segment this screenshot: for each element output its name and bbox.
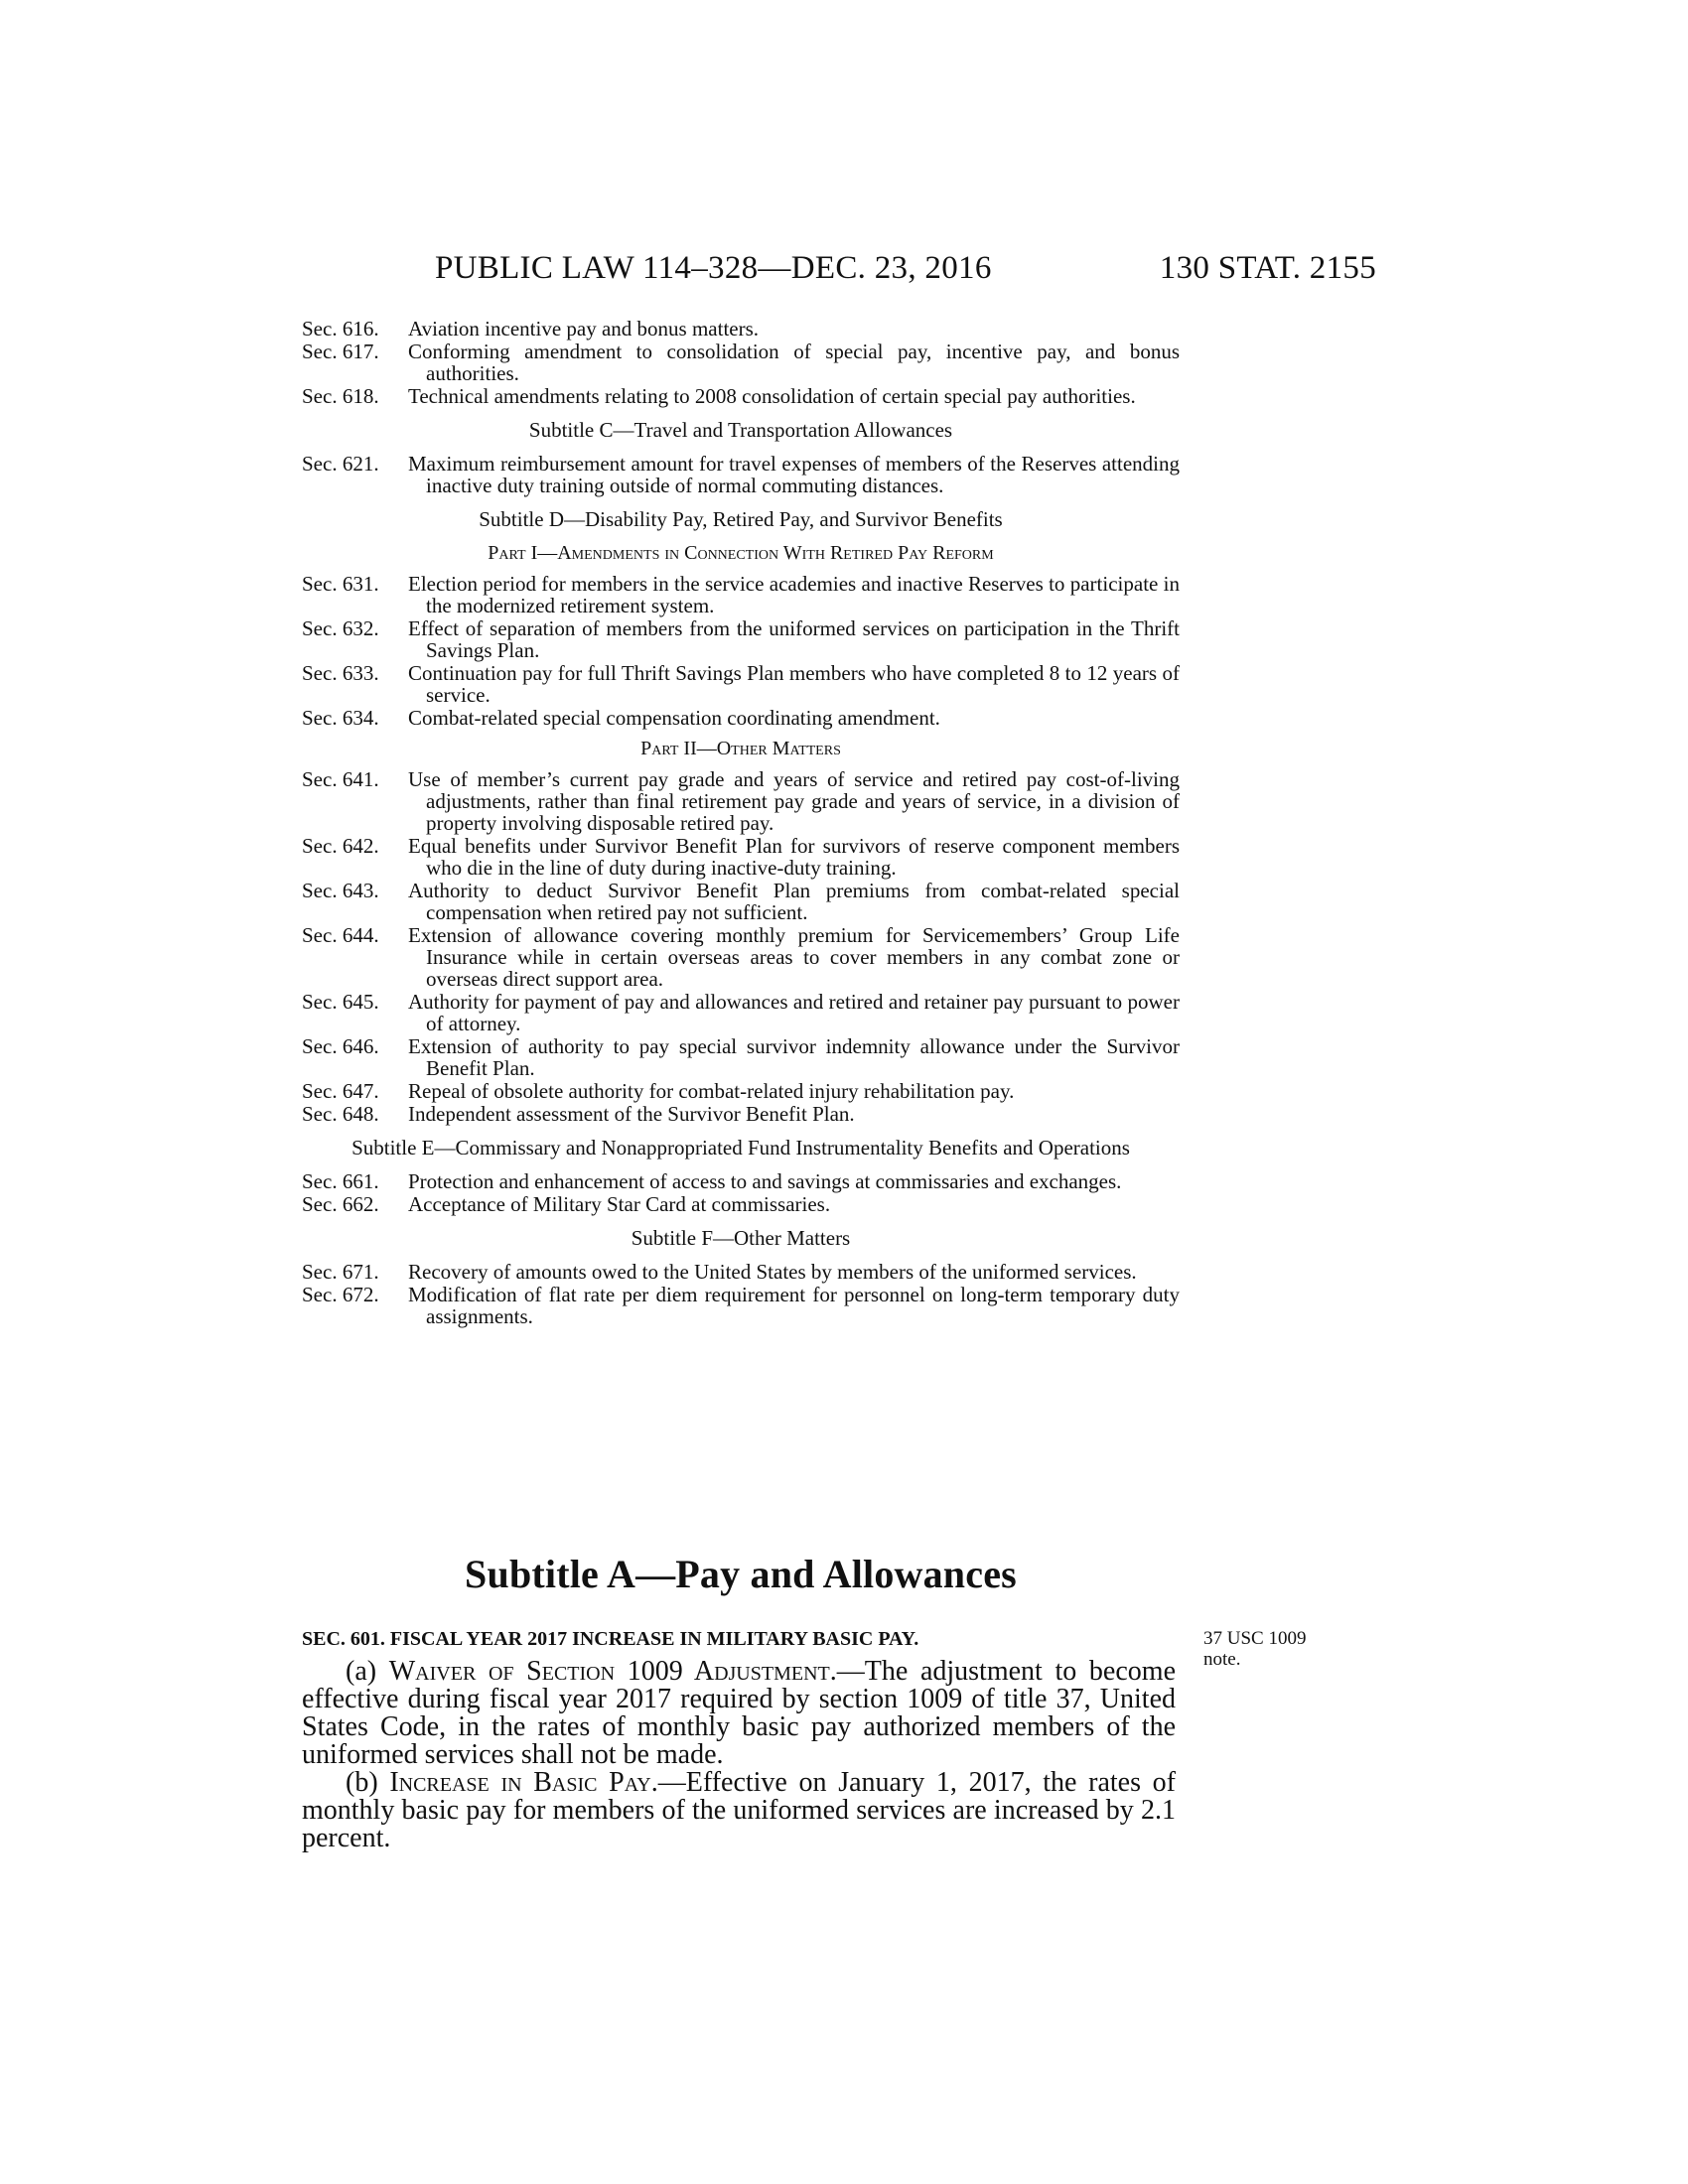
- toc-group-part-1: [302, 573, 1180, 729]
- toc-entry: [302, 1261, 1180, 1283]
- toc-entry-number: Sec. 671.: [302, 1260, 379, 1284]
- toc-entry-title: Protection and enhancement of access to and savings at commissaries and exchanges.: [408, 1169, 1122, 1193]
- toc-entry-number: Sec. 634.: [302, 706, 379, 730]
- toc-entry-title: Combat-related special compensation coordinating amendment.: [408, 706, 940, 730]
- toc-entry-title: Authority for payment of pay and allowances and retired and retainer pay pursuant to power of attorney.: [408, 990, 1180, 1035]
- toc-entry-title: Authority to deduct Survivor Benefit Plan premiums from combat-related special compensation when retired pay not sufficient.: [408, 879, 1180, 924]
- toc-entry: [302, 341, 1180, 384]
- toc-part-2: Part II—Other Matters: [640, 738, 841, 759]
- toc-entry-title: Equal benefits under Survivor Benefit Plan for survivors of reserve component members who die in the line of duty during inactive-duty training.: [408, 834, 1180, 880]
- toc-entry: [302, 1035, 1180, 1079]
- toc-entry: [302, 617, 1180, 661]
- toc-entry-number: Sec. 633.: [302, 661, 379, 685]
- toc-entry-number: Sec. 616.: [302, 317, 379, 341]
- toc-entry-number: Sec. 647.: [302, 1079, 379, 1103]
- page-header: [435, 250, 1376, 290]
- toc-entry-title: Recovery of amounts owed to the United States by members of the uniformed services.: [408, 1260, 1137, 1284]
- toc-entry-title: Repeal of obsolete authority for combat-related injury rehabilitation pay.: [408, 1079, 1015, 1103]
- toc-entry-title: Independent assessment of the Survivor Benefit Plan.: [408, 1102, 855, 1126]
- toc-group-subtitle-c: [302, 453, 1180, 496]
- margin-note-usc: 37 USC 1009 note.: [1203, 1628, 1307, 1670]
- toc-entry-title: Acceptance of Military Star Card at commissaries.: [408, 1192, 831, 1216]
- toc-part-1: Part I—Amendments in Connection With Retired Pay Reform: [488, 542, 994, 564]
- toc-entry-number: Sec. 641.: [302, 767, 379, 791]
- toc-entry-title: Aviation incentive pay and bonus matters.: [408, 317, 760, 341]
- subsection-b-text: —Effective on January 1, 2017, the rates of monthly basic pay for members of the uniformed services are increased by 2.1 percent.: [302, 1767, 1176, 1853]
- toc-entry: [302, 768, 1180, 834]
- toc-entry-title: Extension of authority to pay special survivor indemnity allowance under the Survivor Benefit Plan.: [408, 1034, 1180, 1080]
- toc-entry-number: Sec. 643.: [302, 879, 379, 902]
- toc-entry-title: Modification of flat rate per diem requirement for personnel on long-term temporary duty assignments.: [408, 1283, 1180, 1328]
- toc-entry: [302, 1103, 1180, 1125]
- toc-entry-title: Effect of separation of members from the uniformed services on participation in the Thrift Savings Plan.: [408, 616, 1180, 662]
- toc-entry-number: Sec. 632.: [302, 616, 379, 640]
- toc-subtitle-e: Subtitle E—Commissary and Nonappropriated Fund Instrumentality Benefits and Operations: [352, 1136, 1130, 1160]
- toc-entry-title: Use of member’s current pay grade and years of service and retired pay cost-of-living adjustments, rather than final retirement pay grade and years of service, in a division of property involving disposable retired pay.: [408, 767, 1180, 835]
- toc-entry-number: Sec. 645.: [302, 990, 379, 1014]
- toc-entry-number: Sec. 648.: [302, 1102, 379, 1126]
- toc-entry: [302, 924, 1180, 990]
- section-601-body: [302, 1658, 1176, 1852]
- toc-subtitle-f: Subtitle F—Other Matters: [631, 1226, 851, 1250]
- toc-entry: [302, 385, 1180, 407]
- toc-entry-number: Sec. 646.: [302, 1034, 379, 1058]
- toc-group-subtitle-b-end: [302, 318, 1180, 407]
- subsection-a-heading: Waiver of Section 1009 Adjustment.: [388, 1656, 837, 1687]
- toc-entry-number: Sec. 662.: [302, 1192, 379, 1216]
- subsection-a-text: —The adjustment to become effective during fiscal year 2017 required by section 1009 of title 37, United States Code, in the rates of monthly basic pay authorized members of the uniformed services shall not be made.: [302, 1656, 1176, 1770]
- toc-entry-title: Continuation pay for full Thrift Savings Plan members who have completed 8 to 12 years of service.: [408, 661, 1180, 707]
- toc-entry: [302, 453, 1180, 496]
- toc-group-subtitle-f: [302, 1261, 1180, 1327]
- header-stat-page: 130 STAT. 2155: [1159, 250, 1376, 286]
- toc-entry-title: Maximum reimbursement amount for travel expenses of members of the Reserves attending inactive duty training outside of normal commuting distances.: [408, 452, 1180, 497]
- toc-entry: [302, 880, 1180, 923]
- subsection-a-label: (a): [346, 1656, 377, 1687]
- toc-entry-number: Sec. 644.: [302, 923, 379, 947]
- toc-entry: [302, 318, 1180, 340]
- toc-entry-number: Sec. 618.: [302, 384, 379, 408]
- toc-entry-number: Sec. 631.: [302, 572, 379, 596]
- toc-entry-number: Sec. 672.: [302, 1283, 379, 1306]
- toc-subtitle-d: Subtitle D—Disability Pay, Retired Pay, and Survivor Benefits: [479, 507, 1003, 531]
- toc-entry-title: Technical amendments relating to 2008 consolidation of certain special pay authorities.: [408, 384, 1136, 408]
- toc-entry-number: Sec. 661.: [302, 1169, 379, 1193]
- subsection-b-label: (b): [346, 1767, 378, 1798]
- toc-entry-title: Conforming amendment to consolidation of special pay, incentive pay, and bonus authorities.: [408, 340, 1180, 385]
- toc-entry-number: Sec. 642.: [302, 834, 379, 858]
- toc-entry: [302, 991, 1180, 1034]
- table-of-contents: [302, 318, 1180, 1328]
- toc-entry-title: Election period for members in the service academies and inactive Reserves to participate in the modernized retirement system.: [408, 572, 1180, 617]
- toc-entry-number: Sec. 617.: [302, 340, 379, 363]
- toc-entry: [302, 835, 1180, 879]
- toc-entry: [302, 1193, 1180, 1215]
- toc-entry: [302, 1170, 1180, 1192]
- section-601-heading: SEC. 601. FISCAL YEAR 2017 INCREASE IN MILITARY BASIC PAY.: [302, 1628, 919, 1650]
- subsection-b: [302, 1769, 1176, 1852]
- toc-entry: [302, 573, 1180, 616]
- toc-entry-number: Sec. 621.: [302, 452, 379, 476]
- subsection-b-heading: Increase in Basic Pay.: [389, 1767, 658, 1798]
- toc-entry: [302, 707, 1180, 729]
- subsection-a: [302, 1658, 1176, 1769]
- toc-entry: [302, 662, 1180, 706]
- toc-group-subtitle-e: [302, 1170, 1180, 1215]
- toc-subtitle-c: Subtitle C—Travel and Transportation Allowances: [528, 418, 953, 442]
- toc-entry: [302, 1284, 1180, 1327]
- toc-entry: [302, 1080, 1180, 1102]
- toc-group-part-2: [302, 768, 1180, 1125]
- subtitle-a-heading: Subtitle A—Pay and Allowances: [465, 1552, 1017, 1596]
- header-public-law: PUBLIC LAW 114–328—DEC. 23, 2016: [435, 250, 992, 286]
- toc-entry-title: Extension of allowance covering monthly premium for Servicemembers’ Group Life Insurance while in certain overseas areas to cover members in any combat zone or overseas direct support area.: [408, 923, 1180, 991]
